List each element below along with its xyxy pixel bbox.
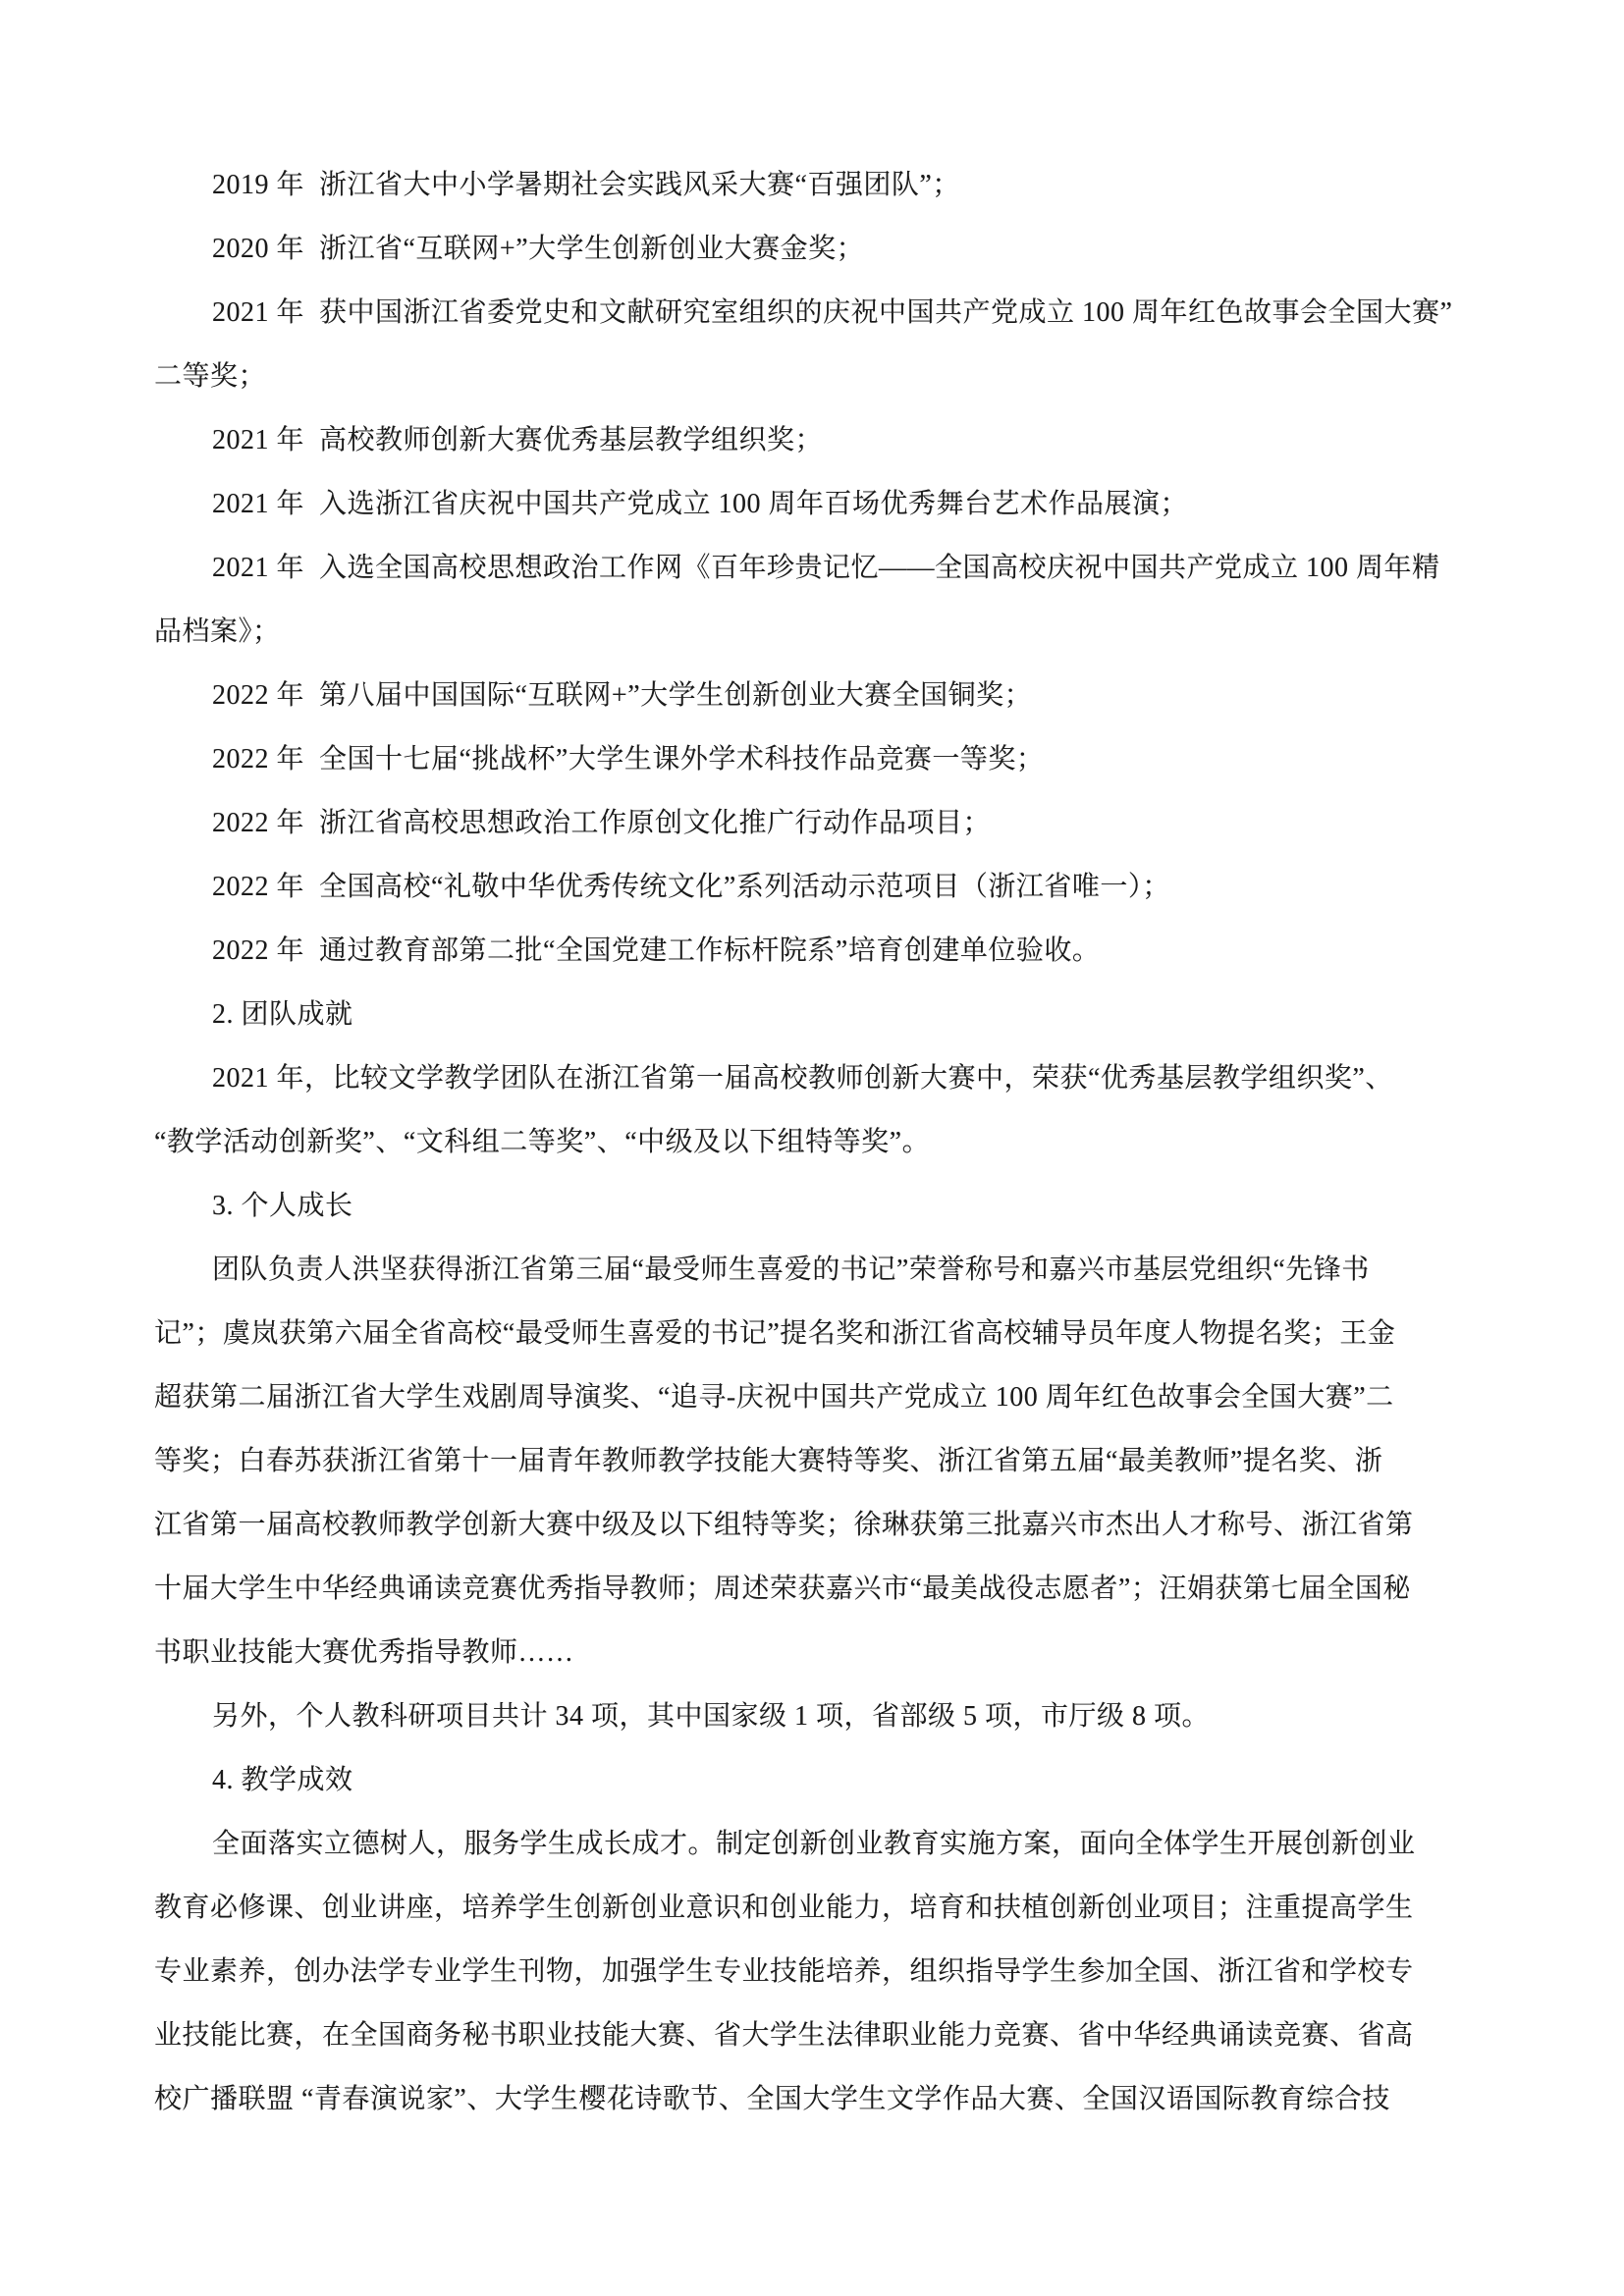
text-line: 2022 年 全国高校“礼敬中华优秀传统文化”系列活动示范项目（浙江省唯一）； (212, 872, 1170, 902)
text-line: 2021 年 获中国浙江省委党史和文献研究室组织的庆祝中国共产党成立 100 周年红色故事会全国大赛” (212, 297, 1453, 328)
text-line: 2022 年 通过教育部第二批“全国党建工作标杆院系”培育创建单位验收。 (212, 935, 1101, 966)
text-line: 教育必修课、创业讲座，培养学生创新创业意识和创业能力，培育和扶植创新创业项目；注重提高学生 (154, 1893, 1414, 1923)
text-line: 书职业技能大赛优秀指导教师…… (154, 1637, 574, 1668)
text-line: 十届大学生中华经典诵读竞赛优秀指导教师；周述荣获嘉兴市“最美战役志愿者”；汪娟获第七届全国秘 (154, 1574, 1411, 1604)
text-line: 2021 年 入选全国高校思想政治工作网《百年珍贵记忆——全国高校庆祝中国共产党成立 100 周年精 (212, 553, 1440, 583)
text-line: 2022 年 全国十七届“挑战杯”大学生课外学术科技作品竞赛一等奖； (212, 744, 1045, 774)
text-line: 品档案》； (154, 616, 281, 647)
text-line: 2021 年，比较文学教学团队在浙江省第一届高校教师创新大赛中，荣获“优秀基层教学组织奖”、 (212, 1063, 1393, 1094)
text-line: 全面落实立德树人，服务学生成长成才。制定创新创业教育实施方案，面向全体学生开展创新创业 (212, 1829, 1416, 1859)
text-line: 另外，个人教科研项目共计 34 项，其中国家级 1 项，省部级 5 项，市厅级 8 项。 (212, 1701, 1211, 1732)
text-line: 记”；虞岚获第六届全省高校“最受师生喜爱的书记”提名奖和浙江省高校辅导员年度人物提名奖；王金 (154, 1318, 1396, 1349)
text-line: 业技能比赛，在全国商务秘书职业技能大赛、省大学生法律职业能力竞赛、省中华经典诵读竞赛、省高 (154, 2020, 1414, 2051)
text-line: 江省第一届高校教师教学创新大赛中级及以下组特等奖；徐琳获第三批嘉兴市杰出人才称号、浙江省第 (154, 1510, 1414, 1540)
text-line: 专业素养，创办法学专业学生刊物，加强学生专业技能培养，组织指导学生参加全国、浙江省和学校专 (154, 1956, 1414, 1987)
text-line: 二等奖； (154, 361, 267, 392)
text-line: 2022 年 浙江省高校思想政治工作原创文化推广行动作品项目； (212, 808, 992, 838)
text-line: 2021 年 高校教师创新大赛优秀基层教学组织奖； (212, 425, 824, 455)
text-line: 2021 年 入选浙江省庆祝中国共产党成立 100 周年百场优秀舞台艺术作品展演； (212, 489, 1189, 519)
text-line: 校广播联盟 “青春演说家”、大学生樱花诗歌节、全国大学生文学作品大赛、全国汉语国际教育综合技 (154, 2084, 1390, 2114)
text-line: 团队负责人洪坚获得浙江省第三届“最受师生喜爱的书记”荣誉称号和嘉兴市基层党组织“先锋书 (212, 1255, 1370, 1285)
section-heading-team-achievements: 2. 团队成就 (212, 999, 353, 1030)
text-line: 等奖；白春苏获浙江省第十一届青年教师教学技能大赛特等奖、浙江省第五届“最美教师”提名奖、浙 (154, 1446, 1383, 1476)
section-heading-teaching-effectiveness: 4. 教学成效 (212, 1765, 353, 1795)
text-line: 超获第二届浙江省大学生戏剧周导演奖、“追寻-庆祝中国共产党成立 100 周年红色故事会全国大赛”二 (154, 1382, 1394, 1413)
section-heading-personal-growth: 3. 个人成长 (212, 1191, 353, 1221)
text-line: 2019 年 浙江省大中小学暑期社会实践风采大赛“百强团队”； (212, 170, 960, 200)
document-text-block (154, 153, 1489, 2131)
text-line: 2022 年 第八届中国国际“互联网+”大学生创新创业大赛全国铜奖； (212, 680, 1033, 711)
text-line: 2020 年 浙江省“互联网+”大学生创新创业大赛金奖； (212, 234, 865, 264)
text-line: “教学活动创新奖”、“文科组二等奖”、“中级及以下组特等奖”。 (154, 1127, 931, 1157)
